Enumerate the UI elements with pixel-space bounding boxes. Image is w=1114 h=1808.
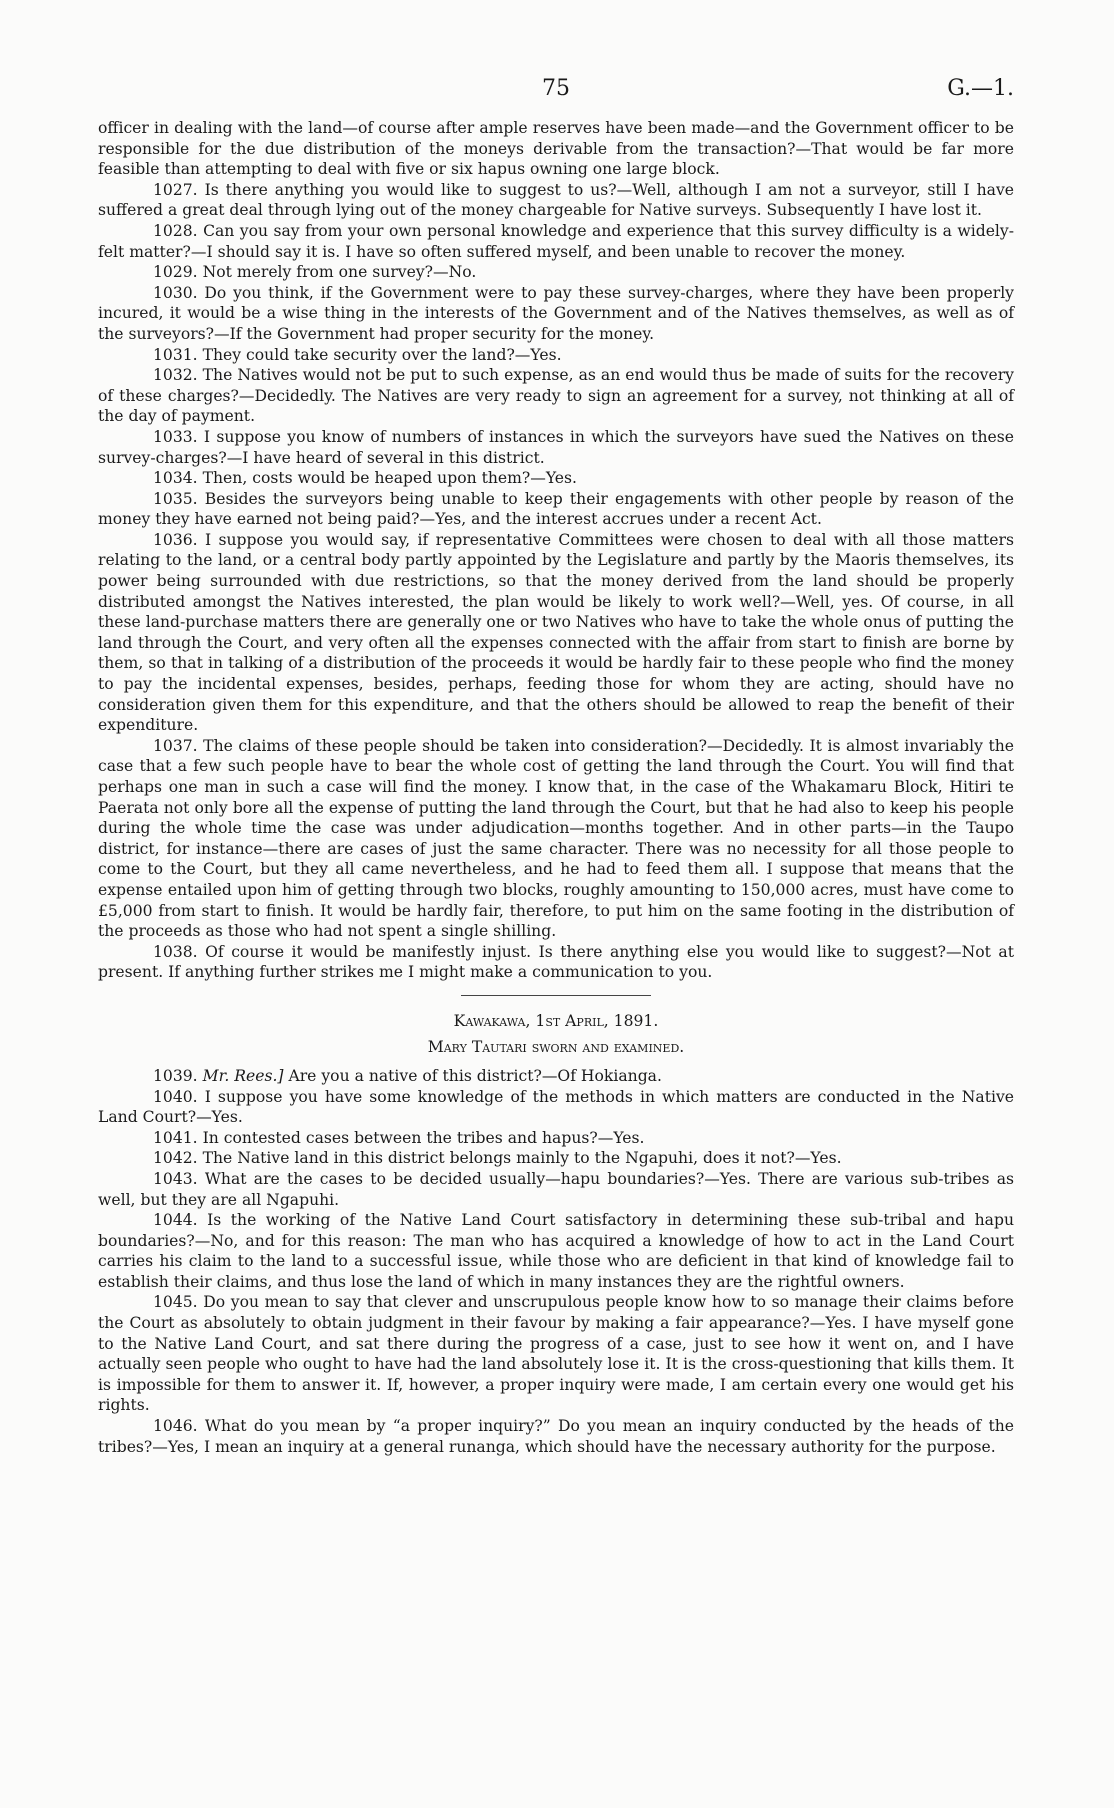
speaker-name: Mr. Rees.] (202, 1066, 284, 1085)
document-body (98, 118, 1014, 1457)
evidence-paragraph: 1031. They could take security over the land?—Yes. (153, 345, 562, 364)
evidence-paragraph: 1033. I suppose you know of numbers of instances in which the surveyors have sued the Natives on these survey-charges?—I have heard of several in this district. (98, 427, 1014, 467)
page-number: 75 (542, 76, 570, 101)
session-place-date: Kawakawa, 1st April, 1891. (453, 1011, 659, 1030)
evidence-section-1 (98, 180, 1014, 983)
evidence-paragraph: 1029. Not merely from one survey?—No. (153, 263, 477, 282)
question-text: Are you a native of this district?—Of Hokianga. (288, 1066, 662, 1085)
evidence-paragraph: 1035. Besides the surveyors being unable to keep their engagements with other people by reason of the money they have earned not being paid?—Yes, and the interest accrues under a recent Act. (98, 489, 1014, 529)
evidence-paragraph: 1028. Can you say from your own personal knowledge and experience that this survey difficulty is a widely-felt matter?—I should say it is. I have so often suffered myself, and been unable to recover the money. (98, 221, 1014, 261)
question-number: 1039. (153, 1066, 198, 1085)
evidence-paragraph: 1040. I suppose you have some knowledge of the methods in which matters are conducted in the Native Land Court?—Yes. (98, 1087, 1014, 1127)
evidence-paragraph: 1044. Is the working of the Native Land Court satisfactory in determining these sub-tribal and hapu boundaries?—No, and for this reason: The man who has acquired a knowledge of how to act in the Land Court carries his claim to the land to a successful issue, while those who are deficient in that kind of knowledge fail to establish their claims, and thus lose the land of which in many instances they are the rightful owners. (98, 1211, 1014, 1291)
evidence-paragraph: 1030. Do you think, if the Government were to pay these survey-charges, where they have been properly incured, it would be a wise thing in the interests of the Government and of the Natives themselves, as well as of the surveyors?—If the Government had proper security for the money. (98, 283, 1014, 343)
evidence-paragraph: 1045. Do you mean to say that clever and unscrupulous people know how to so manage their claims before the Court as absolutely to obtain judgment in their favour by making a fair appearance?—Yes. I have myself gone to the Native Land Court, and sat there during the progress of a case, just to see how it went on, and I have actually seen people who ought to have had the land absolutely lose it. It is the cross-questioning that kills them. It is impossible for them to answer it. If, however, a proper inquiry were made, I am certain every one would get his rights. (98, 1293, 1014, 1415)
evidence-paragraph: 1042. The Native land in this district belongs mainly to the Ngapuhi, does it not?—Yes. (153, 1149, 842, 1168)
evidence-paragraph: 1043. What are the cases to be decided usually—hapu boundaries?—Yes. There are various sub-tribes as well, but they are all Ngapuhi. (98, 1169, 1014, 1209)
question-1039 (98, 1066, 1014, 1087)
evidence-paragraph: 1037. The claims of these people should be taken into consideration?—Decidedly. It is almost invariably the case that a few such people have to bear the whole cost of getting the land through the Court. You will find that perhaps one man in such a case will find the money. I know that, in the case of the Whakamaru Block, Hitiri te Paerata not only bore all the expense of putting the land through the Court, but that he had also to keep his people during the whole time the case was under adjudication—months together. And in other parts—in the Taupo district, for instance—there are cases of just the same character. There was no necessity for all those people to come to the Court, but they all came nevertheless, and he had to feed them all. I suppose that means that the expense entailed upon him of getting through two blocks, roughly amounting to 150,000 acres, must have come to £5,000 from start to finish. It would be hardly fair, therefore, to put him on the same footing in the distribution of the proceeds as those who had not spent a single shilling. (98, 736, 1014, 941)
witness-sworn: Mary Tautari sworn and examined. (427, 1037, 685, 1056)
section-divider (461, 995, 651, 996)
opening-paragraph: officer in dealing with the land—of course after ample reserves have been made—and the Government officer to be responsible for the due distribution of the moneys derivable from the transaction?—That would be far more feasible than attempting to deal with five or six hapus owning one large block. (98, 119, 1014, 179)
evidence-paragraph: 1027. Is there anything you would like to suggest to us?—Well, although I am not a surveyor, still I have suffered a great deal through lying out of the money chargeable for Native surveys. Subsequently I have lost it. (98, 180, 1014, 220)
evidence-paragraph: 1036. I suppose you would say, if representative Committees were chosen to deal with all those matters relating to the land, or a central body partly appointed by the Legislature and partly by the Maoris themselves, its power being surrounded with due restrictions, so that the money derived from the land should be properly distributed amongst the Natives interested, the plan would be likely to work well?—Well, yes. Of course, in all these land-purchase matters there are generally one or two Natives who have to take the whole onus of putting the land through the Court, and very often all the expenses connected with the affair from start to finish are borne by them, so that in talking of a distribution of the proceeds it would be hardly fair to these people who find the money to pay the incidental expenses, besides, perhaps, feeding those for whom they are acting, should have no consideration given them for this expenditure, and that the others should be allowed to reap the benefit of their expenditure. (98, 530, 1014, 735)
page-header (98, 70, 1014, 110)
evidence-paragraph: 1034. Then, costs would be heaped upon them?—Yes. (153, 469, 577, 488)
evidence-paragraph: 1038. Of course it would be manifestly injust. Is there anything else you would like to suggest?—Not at present. If anything further strikes me I might make a communication to you. (98, 942, 1014, 982)
document-reference: G.—1. (947, 76, 1014, 101)
evidence-section-2 (98, 1087, 1014, 1458)
document-page (98, 70, 1014, 1457)
evidence-paragraph: 1046. What do you mean by “a proper inquiry?” Do you mean an inquiry conducted by the heads of the tribes?—Yes, I mean an inquiry at a general runanga, which should have the necessary authority for the purpose. (98, 1417, 1014, 1456)
evidence-paragraph: 1041. In contested cases between the tribes and hapus?—Yes. (153, 1128, 645, 1147)
evidence-paragraph: 1032. The Natives would not be put to such expense, as an end would thus be made of suits for the recovery of these charges?—Decidedly. The Natives are very ready to sign an agreement for a survey, not thinking at all of the day of payment. (98, 366, 1014, 426)
